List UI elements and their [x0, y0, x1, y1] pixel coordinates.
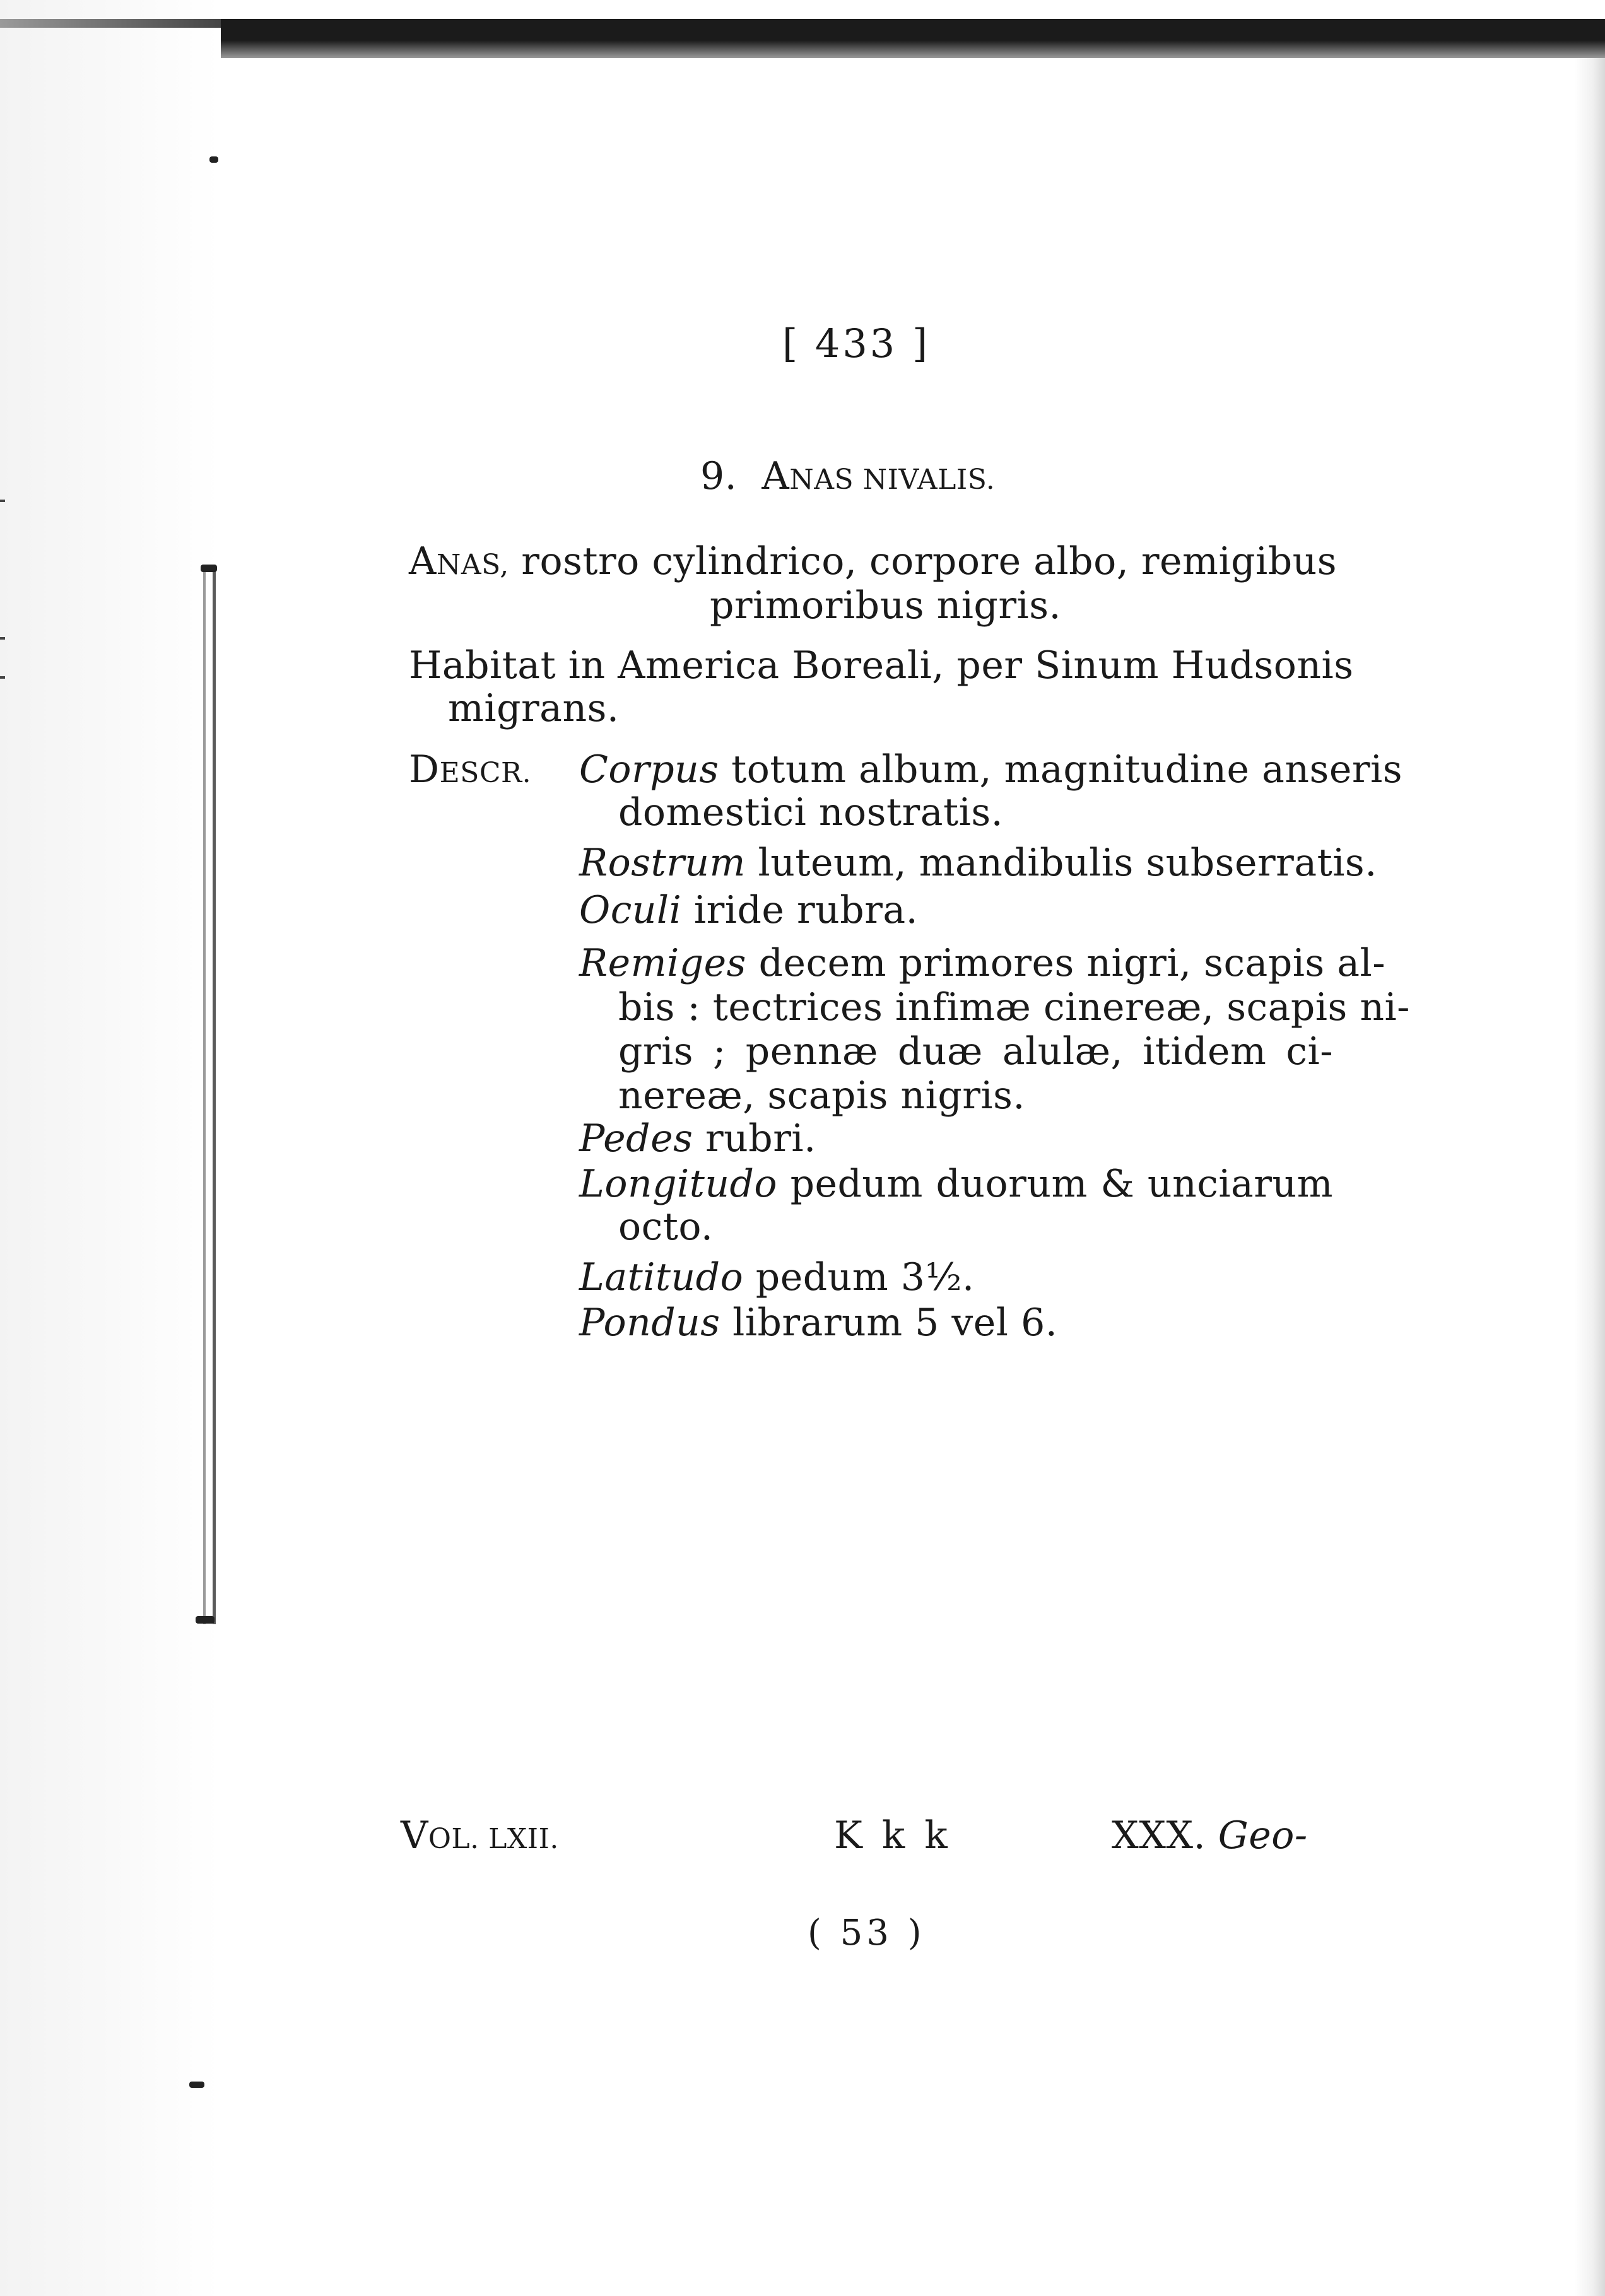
- page-number: ( 53 ): [808, 1912, 926, 1953]
- volume-line: [401, 1813, 559, 1861]
- entry-remiges-line-1: [579, 941, 1386, 985]
- entry-remiges-line-4: nereæ, scapis nigris.: [618, 1074, 1025, 1118]
- running-head: [ 433 ]: [782, 320, 931, 366]
- catchword-italic: Geo-: [1218, 1813, 1308, 1858]
- entry-pondus: [579, 1301, 1057, 1345]
- diagnosis-lead-cap: A: [409, 539, 437, 583]
- entry-term: Remiges: [579, 941, 746, 985]
- habitat-line-2: migrans.: [448, 686, 620, 730]
- entry-text: decem primores nigri, scapis al-: [758, 941, 1386, 985]
- catchword-text: XXX.: [1112, 1813, 1206, 1858]
- diagnosis-line-1: [409, 539, 1336, 587]
- edge-tick: [0, 637, 5, 640]
- entry-corpus-line-1: [579, 747, 1403, 792]
- entry-text: rubri.: [705, 1116, 816, 1161]
- scan-margin-right: [1575, 58, 1605, 2296]
- species-name-rest: NAS NIVALIS.: [789, 464, 996, 496]
- entry-longitudo-line-1: [579, 1162, 1333, 1206]
- entry-term: Longitudo: [579, 1162, 777, 1206]
- diagnosis-lead-rest: NAS,: [436, 549, 509, 581]
- entry-text: librarum 5 vel 6.: [732, 1301, 1058, 1345]
- page-edge-line: [203, 571, 216, 1624]
- species-heading: [700, 454, 995, 502]
- volume-cap: V: [401, 1813, 428, 1858]
- entry-text: totum album, magnitudine anseris: [731, 747, 1403, 792]
- entry-oculi: [579, 888, 918, 932]
- edge-mark: [201, 565, 217, 572]
- scan-top-edge: [221, 19, 1605, 58]
- entry-term: Latitudo: [579, 1255, 744, 1299]
- entry-text: pedum duorum & unciarum: [790, 1162, 1334, 1206]
- edge-mark: [189, 2082, 204, 2088]
- scan-margin-left: [0, 0, 220, 2296]
- edge-tick: [0, 500, 5, 502]
- description-label-rest: ESCR.: [439, 757, 532, 789]
- description-label-cap: D: [409, 747, 440, 792]
- volume-rest: OL. LXII.: [428, 1823, 559, 1855]
- catchword: [1112, 1813, 1308, 1858]
- description-label: [409, 747, 531, 795]
- edge-tick: [0, 676, 5, 679]
- entry-pedes: [579, 1116, 816, 1161]
- entry-latitudo: [579, 1255, 975, 1299]
- entry-remiges-line-3: gris ; pennæ duæ alulæ, itidem ci-: [618, 1029, 1333, 1074]
- entry-text: luteum, mandibulis subserratis.: [758, 841, 1377, 885]
- entry-term: Oculi: [579, 888, 682, 932]
- entry-corpus-line-2: domestici nostratis.: [618, 790, 1004, 835]
- entry-term: Rostrum: [579, 841, 746, 885]
- entry-rostrum: [579, 841, 1377, 885]
- entry-longitudo-line-2: octo.: [618, 1205, 714, 1249]
- entry-term: Pondus: [579, 1301, 720, 1345]
- diagnosis-line-2: primoribus nigris.: [710, 583, 1062, 628]
- entry-term: Pedes: [579, 1116, 693, 1161]
- entry-text: iride rubra.: [693, 888, 919, 932]
- edge-mark: [209, 156, 218, 163]
- species-name-cap: A: [761, 454, 790, 498]
- habitat-line-1: Habitat in America Boreali, per Sinum Hudsonis: [409, 643, 1354, 688]
- scan-top-edge-left: [0, 19, 222, 28]
- species-number: 9.: [700, 454, 738, 498]
- entry-term: Corpus: [579, 747, 719, 792]
- diagnosis-text-1: rostro cylindrico, corpore albo, remigibus: [521, 539, 1338, 583]
- signature-mark: K k k: [834, 1813, 951, 1858]
- entry-text: pedum 3½.: [755, 1255, 975, 1299]
- edge-mark: [196, 1616, 215, 1624]
- entry-remiges-line-2: bis : tectrices infimæ cinereæ, scapis ni-: [618, 985, 1410, 1029]
